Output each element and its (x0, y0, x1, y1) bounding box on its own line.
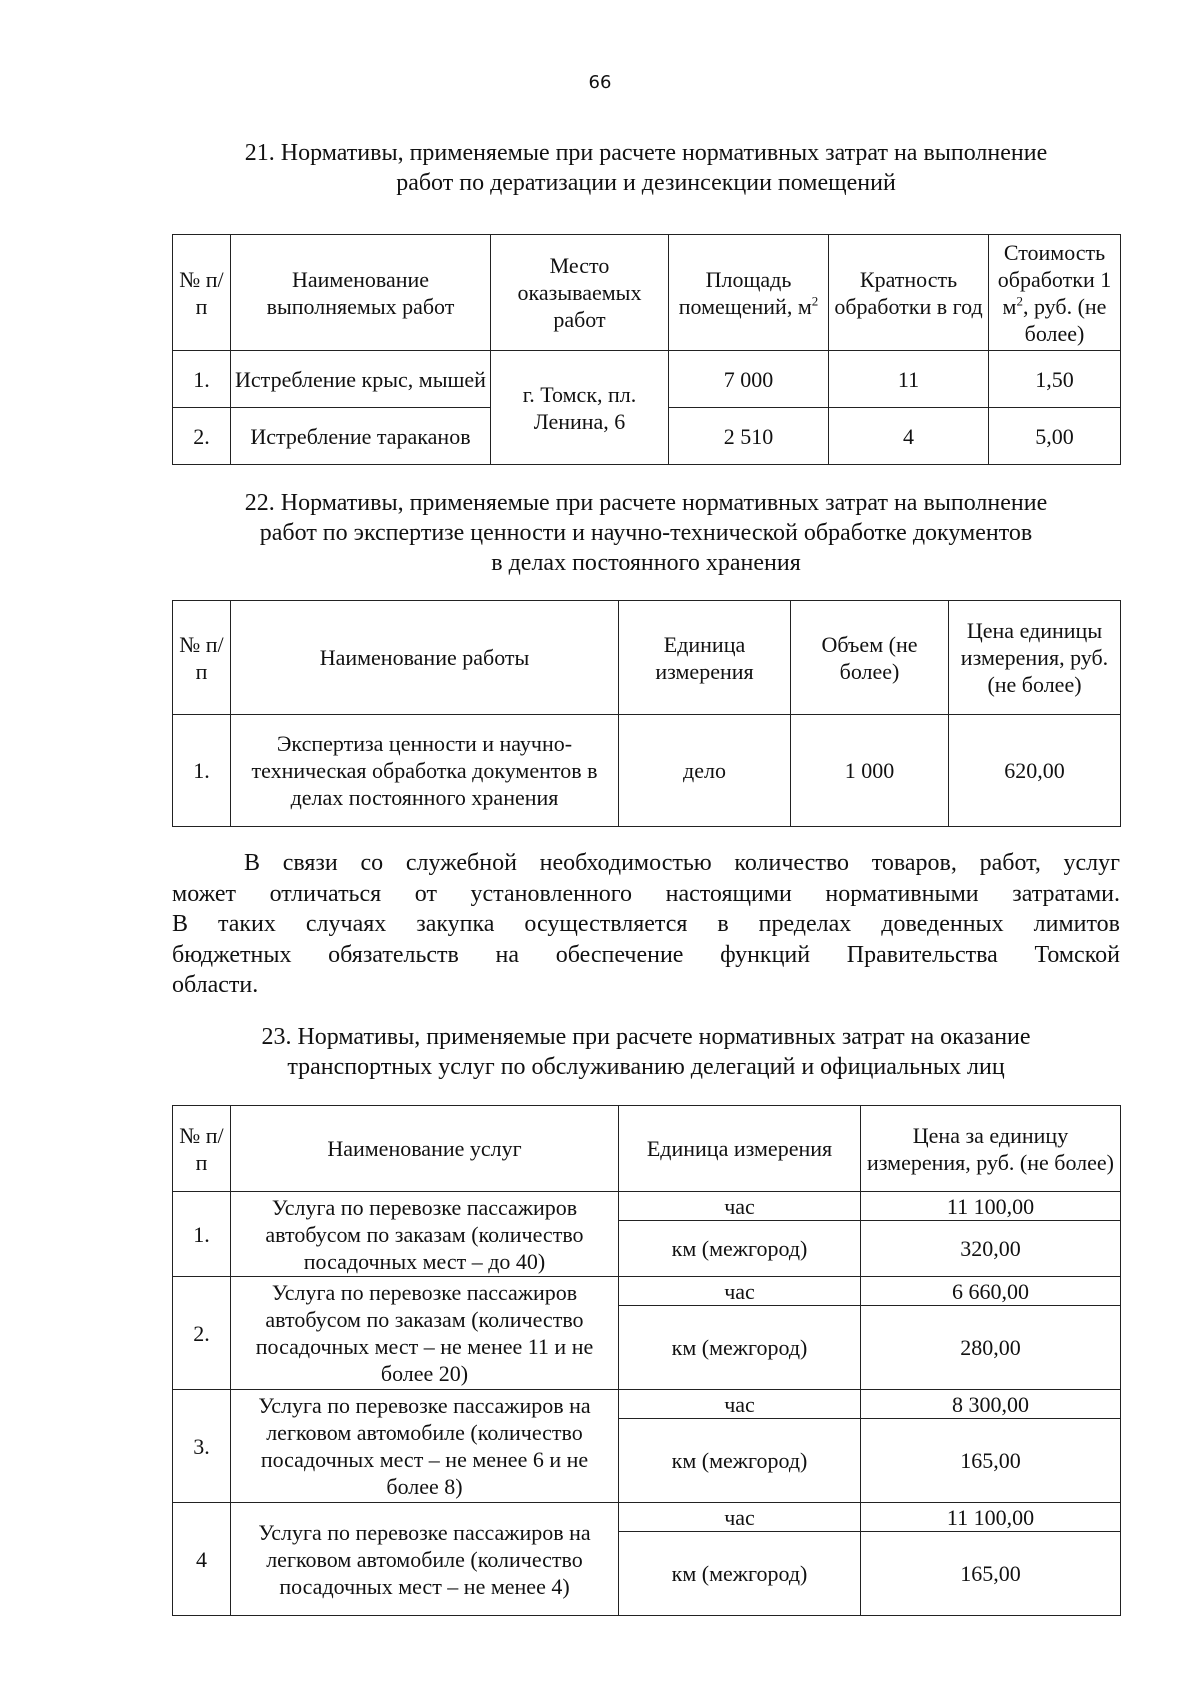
section-22-title-line: работ по экспертизе ценности и научно-технической обработке документов (259, 520, 1033, 546)
header-unit: Единица измерения (619, 1106, 861, 1192)
cell-price: 6 660,00 (861, 1277, 1121, 1306)
header-cost-text-a: Стоимость обработки 1 м (997, 239, 1112, 319)
cell-price: 8 300,00 (861, 1390, 1121, 1419)
cell-service-name: Услуга по перевозке пассажиров на легковом автомобиле (количество посадочных мест – не менее 4) (231, 1503, 619, 1616)
cell-price: 280,00 (861, 1306, 1121, 1390)
cell-num: 2. (173, 408, 231, 465)
table-row (173, 715, 1121, 827)
section-23-title (172, 1022, 1120, 1082)
section-22-title (172, 488, 1120, 578)
section-23-title-line: 23. Нормативы, применяемые при расчете нормативных затрат на оказание (261, 1024, 1031, 1050)
header-area (669, 235, 829, 351)
section-21-table (172, 234, 1121, 465)
header-cost-text-b: , руб. (не более) (1022, 293, 1107, 346)
section-22-title-line: 22. Нормативы, применяемые при расчете нормативных затрат на выполнение (244, 490, 1048, 516)
paragraph-line: В связи со служебной необходимостью количество товаров, работ, услуг (244, 850, 1120, 876)
cell-num: 1. (173, 715, 231, 827)
page-number: 66 (588, 72, 612, 93)
cell-num: 4 (173, 1503, 231, 1616)
cell-unit: час (619, 1277, 861, 1306)
header-work-name: Наименование выполняемых работ (231, 235, 491, 351)
cell-service-name: Услуга по перевозке пассажиров автобусом по заказам (количество посадочных мест – не менее 11 и не более 20) (231, 1277, 619, 1390)
section-21-title-line: 21. Нормативы, применяемые при расчете нормативных затрат на выполнение (244, 140, 1048, 166)
body-paragraph (172, 848, 1120, 1001)
cell-price: 11 100,00 (861, 1192, 1121, 1221)
cell-place: г. Томск, пл. Ленина, 6 (491, 351, 669, 465)
cell-num: 1. (173, 1192, 231, 1277)
header-num: № п/п (173, 1106, 231, 1192)
cell-unit: дело (619, 715, 791, 827)
cell-price: 320,00 (861, 1221, 1121, 1277)
section-21-title-line: работ по дератизации и дезинсекции помещений (396, 170, 896, 196)
header-num: № п/п (173, 235, 231, 351)
cell-price: 11 100,00 (861, 1503, 1121, 1532)
paragraph-line: бюджетных обязательств на обеспечение функций Правительства Томской (172, 941, 1120, 968)
table-header-row (173, 235, 1121, 351)
cell-work-name: Истребление тараканов (231, 408, 491, 465)
cell-area: 2 510 (669, 408, 829, 465)
header-place: Место оказываемых работ (491, 235, 669, 351)
cell-price: 165,00 (861, 1532, 1121, 1616)
header-price: Цена за единицу измерения, руб. (не более) (861, 1106, 1121, 1192)
paragraph-line: может отличаться от установленного настоящими нормативными затратами. (172, 880, 1120, 907)
cell-unit: км (межгород) (619, 1532, 861, 1616)
cell-volume: 1 000 (791, 715, 949, 827)
cell-unit: км (межгород) (619, 1419, 861, 1503)
table-row (173, 1390, 1121, 1419)
section-23-table (172, 1105, 1121, 1616)
header-cost-sup: 2 (1016, 293, 1023, 309)
header-cost (989, 235, 1121, 351)
header-volume: Объем (не более) (791, 601, 949, 715)
section-23-title-line: транспортных услуг по обслуживанию делегаций и официальных лиц (287, 1054, 1005, 1080)
section-21-title (172, 138, 1120, 198)
cell-area: 7 000 (669, 351, 829, 408)
section-22-title-line: в делах постоянного хранения (491, 550, 801, 576)
header-service-name: Наименование услуг (231, 1106, 619, 1192)
cell-unit: км (межгород) (619, 1306, 861, 1390)
table-row (173, 351, 1121, 408)
paragraph-line: В таких случаях закупка осуществляется в пределах доведенных лимитов (172, 911, 1120, 937)
cell-num: 3. (173, 1390, 231, 1503)
cell-price: 620,00 (949, 715, 1121, 827)
header-area-sup: 2 (811, 293, 819, 309)
paragraph-line: области. (172, 972, 259, 998)
cell-unit: км (межгород) (619, 1221, 861, 1277)
section-22-table (172, 600, 1121, 827)
cell-cost: 5,00 (989, 408, 1121, 465)
cell-cost: 1,50 (989, 351, 1121, 408)
header-frequency: Кратность обработки в год (829, 235, 989, 351)
header-price: Цена единицы измерения, руб. (не более) (949, 601, 1121, 715)
cell-frequency: 4 (829, 408, 989, 465)
cell-frequency: 11 (829, 351, 989, 408)
cell-service-name: Услуга по перевозке пассажиров на легковом автомобиле (количество посадочных мест – не менее 6 и не более 8) (231, 1390, 619, 1503)
cell-num: 1. (173, 351, 231, 408)
cell-num: 2. (173, 1277, 231, 1390)
cell-unit: час (619, 1192, 861, 1221)
table-header-row (173, 601, 1121, 715)
header-unit: Единица измерения (619, 601, 791, 715)
table-header-row (173, 1106, 1121, 1192)
cell-price: 165,00 (861, 1419, 1121, 1503)
table-row (173, 1503, 1121, 1532)
table-row (173, 1192, 1121, 1221)
cell-work-name: Истребление крыс, мышей (231, 351, 491, 408)
cell-unit: час (619, 1503, 861, 1532)
table-row (173, 1277, 1121, 1306)
header-work-name: Наименование работы (231, 601, 619, 715)
header-area-text: Площадь помещений, м (678, 266, 812, 319)
cell-work-name: Экспертиза ценности и научно-техническая обработка документов в делах постоянного хранения (231, 715, 619, 827)
header-num: № п/п (173, 601, 231, 715)
cell-service-name: Услуга по перевозке пассажиров автобусом по заказам (количество посадочных мест – до 40) (231, 1192, 619, 1277)
cell-unit: час (619, 1390, 861, 1419)
